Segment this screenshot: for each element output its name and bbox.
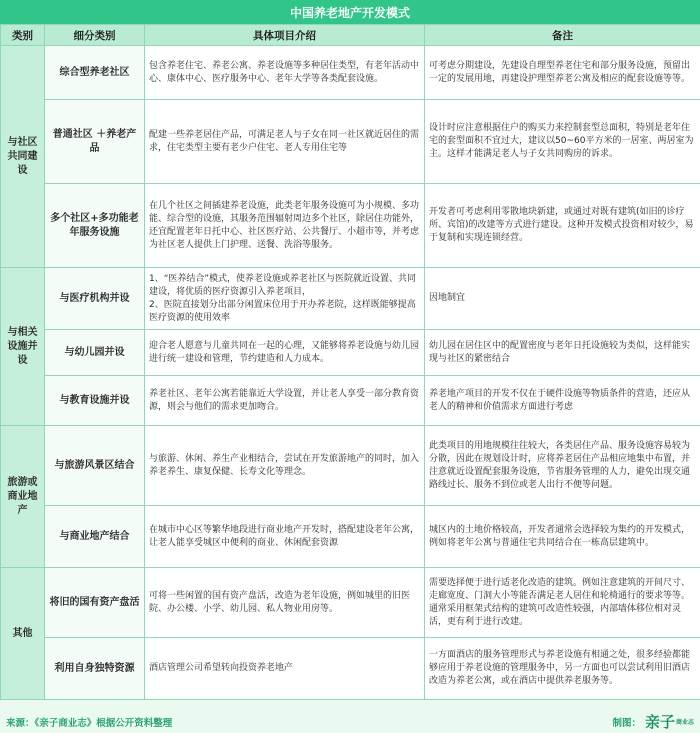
development-modes-table [0, 24, 700, 700]
maker-credit [612, 711, 694, 732]
description-cell: 迎合老人愿意与儿童共同在一起的心理，又能够将养老设施与幼儿园进行统一建设和管理，节约建造和人力成本。 [145, 330, 425, 376]
category-cell: 与社区共同建设 [1, 46, 45, 268]
page-title: 中国养老地产开发模式 [0, 0, 700, 24]
table-row [1, 184, 700, 268]
brand-logo-sub: 商业志 [675, 719, 694, 726]
category-cell: 旅游或商业地产 [1, 426, 45, 568]
table-row [1, 46, 700, 100]
header-subcategory: 细分类别 [45, 25, 145, 46]
header-category: 类别 [1, 25, 45, 46]
note-cell: 因地制宜 [425, 268, 700, 330]
note-cell: 城区内的土地价格较高，开发者通常会选择较为集约的开发模式，例如将老年公寓与普通住宅共同结合在一栋高层建筑中。 [425, 506, 700, 568]
description-cell: 配建一些养老居住产品，可满足老人与子女在同一社区就近居住的需求，住宅类型主要有老少户住宅、老人专用住宅等 [145, 100, 425, 184]
note-cell: 此类项目的用地规模往往较大，各类居住产品、服务设施容易较为分散，因此在规划设计时，应将养老居住产品相应地集中布置，并注意就近设置配套服务设施，节省服务管理的人力，避免出现交通路线过长、服务不到位或老人出行不便等问题。 [425, 426, 700, 506]
subcategory-cell: 与商业地产结合 [45, 506, 145, 568]
description-cell: 与旅游、休闲、养生产业相结合，尝试在开发旅游地产的同时，加入养老养生、康复保健、长寿文化等理念。 [145, 426, 425, 506]
table-row [1, 568, 700, 638]
description-cell: 在几个社区之间插建养老设施，此类老年服务设施可为小规模、多功能、综合型的设施，其服务范围辐射周边多个社区，除居住功能外，还宜配置老年日托中心、社区医疗站、公共餐厅、小超市等，并考虑为社区老人提供上门护理、送餐、洗浴等服务。 [145, 184, 425, 268]
table-row [1, 330, 700, 376]
subcategory-cell: 综合型养老社区 [45, 46, 145, 100]
subcategory-cell: 将旧的国有资产盘活 [45, 568, 145, 638]
description-cell: 1、“医养结合”模式，使养老设施或养老社区与医院就近设置、共同建设，将优质的医疗资源引入养老项目， 2、医院直接划分出部分闲置床位用于开办养老院，这样既能够提高医疗资源的使用效率 [145, 268, 425, 330]
table-row [1, 376, 700, 426]
table-row [1, 638, 700, 700]
subcategory-cell: 与旅游风景区结合 [45, 426, 145, 506]
description-cell: 包含养老住宅、养老公寓、养老设施等多种居住类型，有老年活动中心、康体中心、医疗服务中心、老年大学等各类配套设施。 [145, 46, 425, 100]
description-cell: 在城市中心区等繁华地段进行商业地产开发时，搭配建设老年公寓，让老人能享受城区中便利的商业、休闲配套资源 [145, 506, 425, 568]
description-cell: 酒店管理公司希望转向投资养老地产 [145, 638, 425, 700]
source-text: 来源：《亲子商业志》根据公开资料整理 [6, 717, 173, 729]
table-row [1, 268, 700, 330]
brand-logo: 亲子 [644, 713, 675, 731]
subcategory-cell: 多个社区+多功能老年服务设施 [45, 184, 145, 268]
table-header-row [1, 25, 700, 46]
note-cell: 设计时应注意根据住户的购买力来控制套型总面积，特别是老年住宅的套型面积不宜过大，建议以50~60平方米的一居室、两居室为主。这样才能满足老人与子女共同购房的诉求。 [425, 100, 700, 184]
description-cell: 可将一些闲置的国有资产盘活，改造为老年设施，例如城里的旧医院、办公楼、小学、幼儿园、私人物业用房等。 [145, 568, 425, 638]
note-cell: 需要选择便于进行适老化改造的建筑。例如注意建筑的开间尺寸、走廊宽度、门洞大小等能否满足老人居住和轮椅通行的要求等等。通常采用框架式结构的建筑可改造性较强，内部墙体移位相对灵活，更有利于进行改建。 [425, 568, 700, 638]
subcategory-cell: 与幼儿园并设 [45, 330, 145, 376]
note-cell: 可考虑分期建设，先建设自理型养老住宅和部分服务设施，预留出一定的发展用地，再建设护理型养老公寓及相应的配套设施等等。 [425, 46, 700, 100]
description-cell: 养老社区、老年公寓若能靠近大学设置，并让老人享受一部分教育资源，则会与他们的需求更加吻合。 [145, 376, 425, 426]
subcategory-cell: 与医疗机构并设 [45, 268, 145, 330]
note-cell: 养老地产项目的开发不仅在于硬件设施等物质条件的营造，还应从老人的精神和价值需求方面进行考虑 [425, 376, 700, 426]
category-cell: 与相关设施并设 [1, 268, 45, 426]
note-cell: 开发者可考虑利用零散地块新建，或通过对既有建筑(如旧的诊疗所、宾馆)的改建等方式进行建设。这种开发模式投资相对较少，易于复制和实现连锁经营。 [425, 184, 700, 268]
table-row [1, 506, 700, 568]
category-cell: 其他 [1, 568, 45, 700]
footer [0, 710, 700, 733]
table-row [1, 100, 700, 184]
header-description: 具体项目介绍 [145, 25, 425, 46]
maker-label: 制图： [612, 717, 641, 729]
header-note: 备注 [425, 25, 700, 46]
subcategory-cell: 与教育设施并设 [45, 376, 145, 426]
table-row [1, 426, 700, 506]
note-cell: 一方面酒店的服务管理形式与养老设施有相通之处，很多经验都能够应用于养老设施的管理服务中，另一方面也可以尝试利用旧酒店改造为养老公寓，或在酒店中提供养老服务等。 [425, 638, 700, 700]
subcategory-cell: 普通社区 ＋养老产品 [45, 100, 145, 184]
subcategory-cell: 利用自身独特资源 [45, 638, 145, 700]
note-cell: 幼儿园在居住区中的配置密度与老年日托设施较为类似，这样能实现与社区的紧密结合 [425, 330, 700, 376]
